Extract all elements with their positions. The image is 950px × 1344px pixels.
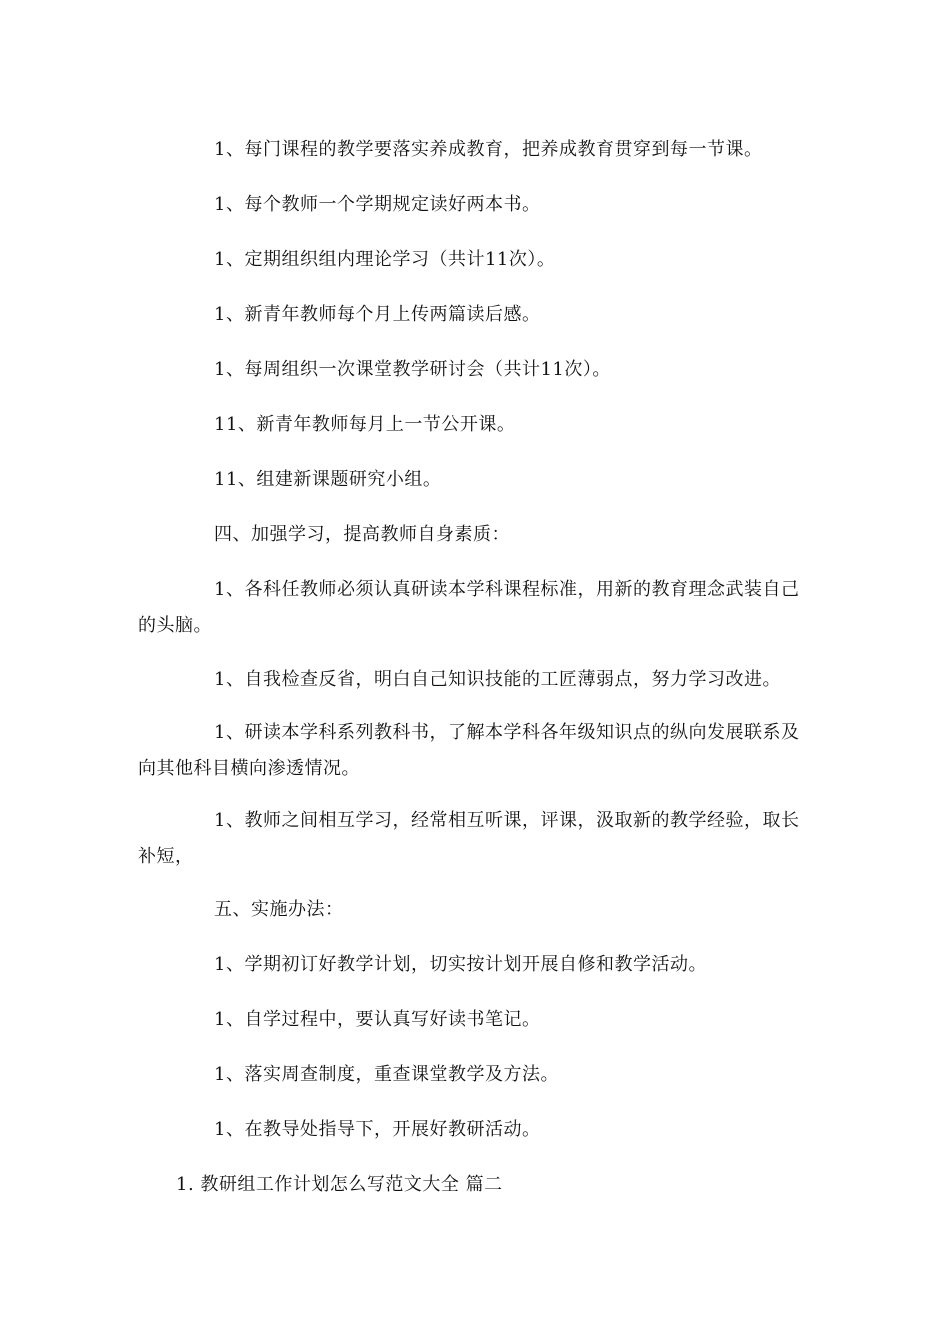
paragraph-item: 1、每门课程的教学要落实养成教育，把养成教育贯穿到每一节课。 [214,139,763,160]
paragraph-item: 11、组建新课题研究小组。 [214,469,442,490]
paragraph-item: 1、学期初订好教学计划，切实按计划开展自修和教学活动。 [214,954,707,975]
paragraph-item: 1、每个教师一个学期规定读好两本书。 [214,194,541,215]
paragraph-item: 1、教师之间相互学习，经常相互听课，评课，汲取新的教学经验，取长补短， [138,810,800,867]
paragraph-item: 1、研读本学科系列教科书，了解本学科各年级知识点的纵向发展联系及向其他科目横向渗透情况。 [138,722,800,779]
paragraph-item: 1、自我检查反省，明白自己知识技能的工匠薄弱点，努力学习改进。 [214,669,781,690]
paragraph-item: 1、新青年教师每个月上传两篇读后感。 [214,304,541,325]
section-subheading: 五、实施办法： [214,899,344,920]
paragraph-item: 1、落实周查制度，重查课堂教学及方法。 [214,1064,559,1085]
paragraph-item: 1、每周组织一次课堂教学研讨会（共计11次）。 [214,359,611,380]
paragraph-item: 1、在教导处指导下，开展好教研活动。 [214,1119,541,1140]
paragraph-item: 1、自学过程中，要认真写好读书笔记。 [214,1009,541,1030]
paragraph-item: 1、各科任教师必须认真研读本学科课程标准，用新的教育理念武装自己的头脑。 [138,579,800,636]
section-heading: 1. 教研组工作计划怎么写范文大全 篇二 [176,1174,503,1195]
section-subheading: 四、加强学习，提高教师自身素质： [214,524,510,545]
paragraph-item: 11、新青年教师每月上一节公开课。 [214,414,516,435]
paragraph-item: 1、定期组织组内理论学习（共计11次）。 [214,249,556,270]
